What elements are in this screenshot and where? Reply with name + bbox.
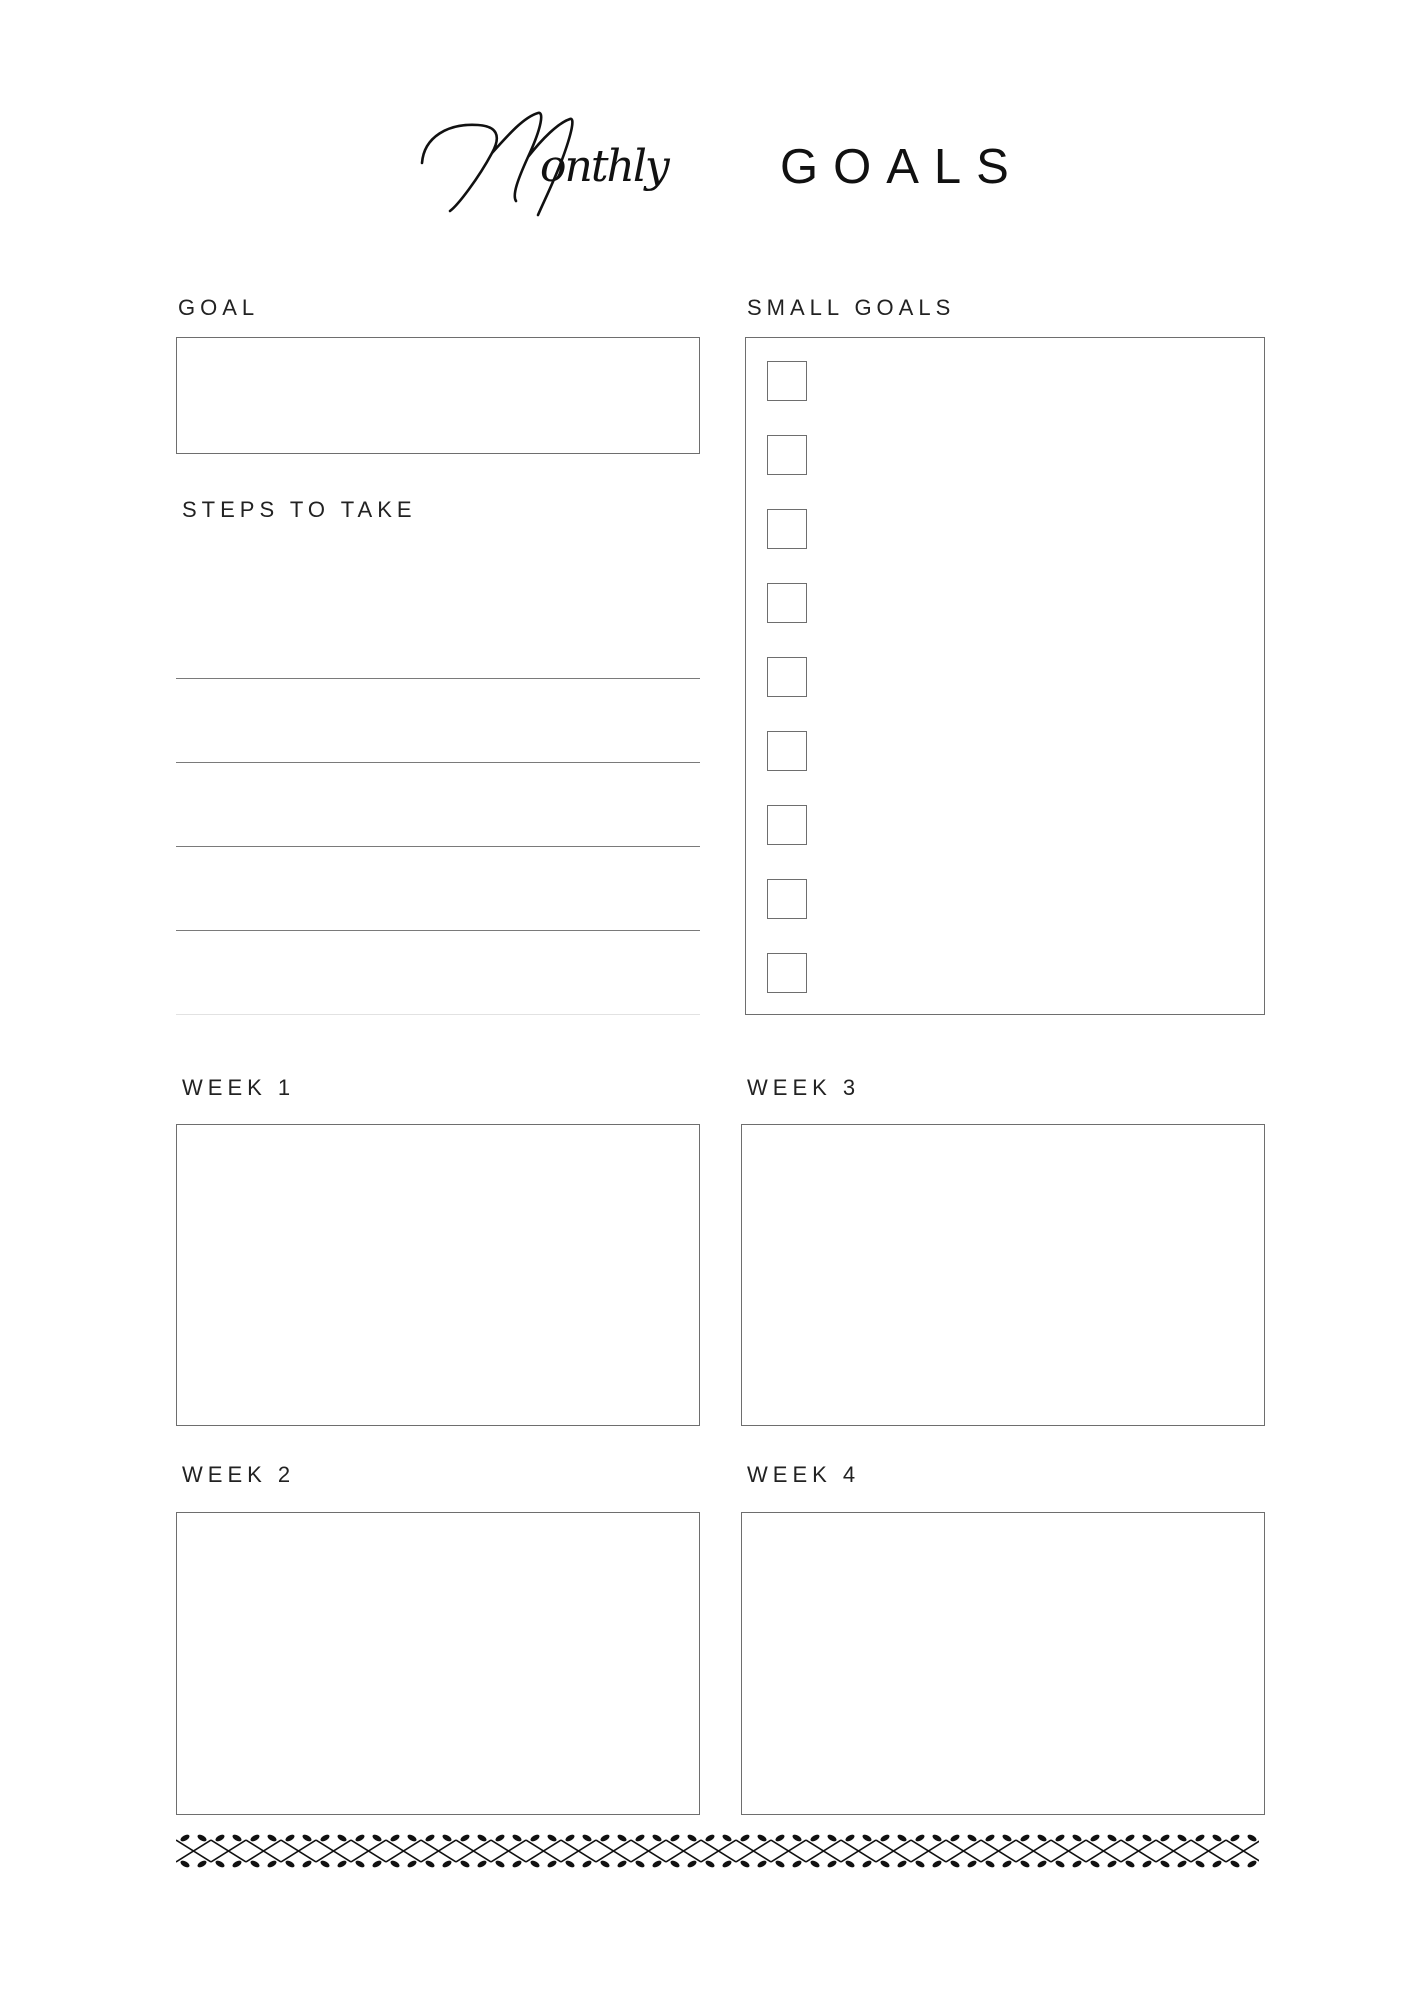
step-line[interactable] [176,846,700,847]
small-goals-box [745,337,1265,1015]
small-goal-checkbox[interactable] [767,509,807,549]
week-1-label: WEEK 1 [182,1075,296,1100]
step-line[interactable] [176,762,700,763]
small-goal-checkbox[interactable] [767,953,807,993]
small-goal-checkbox[interactable] [767,435,807,475]
svg-text:onthly: onthly [540,141,668,192]
goal-label: GOAL [178,295,260,320]
week-3-label: WEEK 3 [747,1075,861,1100]
week-4-box[interactable] [741,1512,1265,1815]
week-3-box[interactable] [741,1124,1265,1426]
small-goal-checkbox[interactable] [767,805,807,845]
week-2-box[interactable] [176,1512,700,1815]
small-goal-checkbox[interactable] [767,361,807,401]
page-title: GOALS [780,140,1024,194]
small-goal-checkbox[interactable] [767,879,807,919]
step-line[interactable] [176,930,700,931]
week-4-label: WEEK 4 [747,1462,861,1487]
week-1-box[interactable] [176,1124,700,1426]
small-goals-label: SMALL GOALS [747,295,956,320]
small-goal-checkbox[interactable] [767,731,807,771]
leaf-vine-border-icon [176,1828,1259,1874]
goal-box[interactable] [176,337,700,454]
week-2-label: WEEK 2 [182,1462,296,1487]
small-goal-checkbox[interactable] [767,657,807,697]
step-line[interactable] [176,678,700,679]
step-line[interactable] [176,1014,700,1015]
steps-label: STEPS TO TAKE [182,497,417,522]
monthly-script-title [420,105,690,225]
small-goal-checkbox[interactable] [767,583,807,623]
